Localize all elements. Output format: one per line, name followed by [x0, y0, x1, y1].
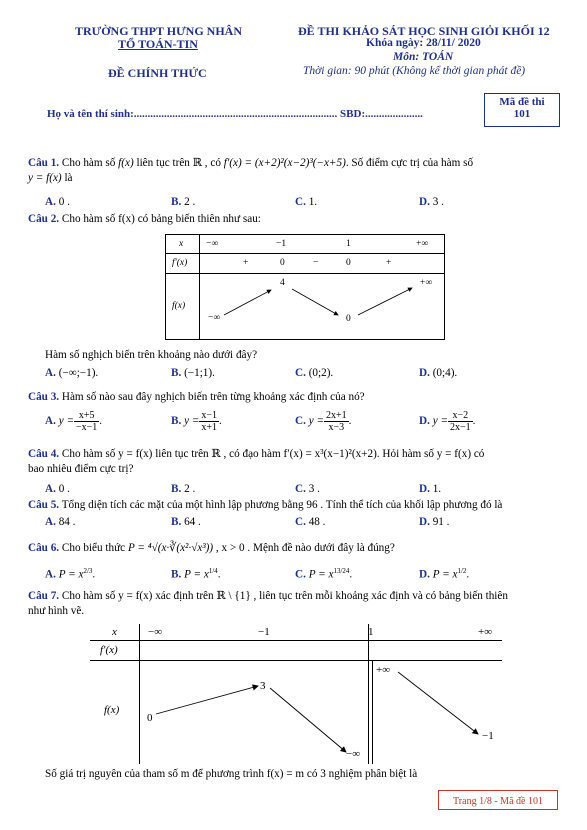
option-text: 84 .: [58, 516, 76, 528]
option-a[interactable]: A. y = $\frac{x+5}{-x-1}$ .: [45, 410, 103, 433]
options-q3: [45, 410, 565, 442]
exam-date: Khóa ngày: 28/11/ 2020: [366, 37, 481, 49]
option-b[interactable]: B. y = $\frac{x-1}{x+1}$ .: [171, 410, 222, 433]
option-key: B.: [171, 568, 182, 581]
option-c[interactable]: C. $P = x^{13/24}$.: [295, 567, 353, 581]
option-c[interactable]: [295, 196, 317, 208]
option-text: 2 .: [184, 196, 196, 208]
option-key: A.: [45, 196, 56, 208]
exam-code-label: Mã đề thi: [499, 96, 545, 108]
question-text: Cho biểu thức: [61, 542, 126, 554]
question-2-prompt: [45, 348, 580, 363]
option-key: C.: [295, 516, 306, 528]
option-text: (−∞;−1).: [58, 367, 99, 379]
fraction-prefix: y =: [432, 415, 448, 428]
options-q6: [45, 567, 565, 583]
question-text: bao nhiêu điểm cực trị?: [28, 463, 134, 475]
option-text: 1.: [432, 483, 442, 495]
option-b[interactable]: [171, 483, 195, 495]
row-label-x: x: [112, 626, 117, 638]
option-d[interactable]: D. y = $\frac{x-2}{2x-1}$ .: [419, 410, 476, 433]
question-7-prompt: [45, 767, 580, 782]
question-3: [28, 390, 563, 405]
option-text: 64 .: [184, 516, 201, 528]
option-text: (0;4).: [432, 367, 458, 379]
exam-time: Thời gian: 90 phút (Không kể thời gian phát đề): [303, 65, 526, 77]
option-a[interactable]: [45, 516, 75, 528]
variation-arrows: [166, 235, 444, 339]
option-c[interactable]: C. y = $\frac{2x+1}{x-3}$ .: [295, 410, 352, 433]
option-key: C.: [295, 367, 306, 379]
official-label: ĐỀ CHÍNH THỨC: [108, 66, 207, 80]
option-a[interactable]: [45, 196, 70, 208]
option-d[interactable]: D. $P = x^{1/2}$.: [419, 567, 470, 581]
f-value: −∞: [208, 313, 221, 323]
question-text: . Số điểm cực trị của hàm số: [345, 157, 474, 169]
power-base: P = x: [308, 568, 334, 581]
sign-value: 0: [280, 258, 285, 268]
power-exponent: 2/3: [83, 567, 93, 575]
question-text: như hình vẽ.: [28, 605, 85, 617]
fraction-denominator: −x−1: [76, 422, 98, 433]
question-text: liên tục trên ℝ , có: [136, 157, 221, 169]
f-value: +∞: [376, 664, 391, 676]
math-expression: P = ⁴√(x·∛(x²·√x³)): [127, 542, 214, 554]
option-key: C.: [295, 415, 306, 428]
x-value: −1: [276, 239, 287, 249]
row-label-fprime: f′(x): [100, 644, 118, 656]
option-d[interactable]: [419, 196, 444, 208]
option-key: C.: [295, 483, 306, 495]
option-key: B.: [171, 367, 182, 379]
x-value: +∞: [478, 626, 493, 638]
page-footer: [438, 790, 558, 810]
option-key: A.: [45, 483, 56, 495]
question-label: Câu 6.: [28, 542, 60, 554]
question-label: Câu 3.: [28, 391, 60, 403]
row-label-f: f(x): [172, 301, 186, 311]
option-key: D.: [419, 196, 430, 208]
question-label: Câu 1.: [28, 157, 60, 169]
x-value: −∞: [206, 239, 219, 249]
x-value: −∞: [148, 626, 163, 638]
fraction-numerator: x+5: [74, 410, 99, 422]
page-footer-text: Trang 1/8 - Mã đề 101: [453, 796, 543, 807]
power-base: P = x: [432, 568, 458, 581]
row-label-fprime: f′(x): [172, 258, 188, 268]
option-text: 91 .: [432, 516, 450, 528]
power-base: P = x: [58, 568, 84, 581]
fraction-prefix: y =: [184, 415, 200, 428]
option-text: 0 .: [58, 483, 70, 495]
option-key: A.: [45, 367, 56, 379]
math-fx: f(x): [118, 157, 134, 169]
fraction-prefix: y =: [58, 415, 74, 428]
question-label: Câu 5.: [28, 499, 60, 511]
variation-table-q2: [165, 234, 445, 340]
question-text: Cho hàm số f(x) có bảng biến thiên như sau:: [61, 213, 261, 225]
variation-table-q7: [90, 624, 502, 764]
question-text: , x > 0 . Mệnh đề nào dưới đây là đúng?: [215, 542, 395, 554]
option-key: D.: [419, 415, 430, 428]
question-text: Cho hàm số: [61, 157, 116, 169]
sign-value: +: [243, 258, 249, 268]
option-text: 1.: [308, 196, 318, 208]
fraction-denominator: 2x−1: [450, 422, 471, 433]
option-key: D.: [419, 568, 430, 581]
option-text: 48 .: [308, 516, 326, 528]
option-text: (−1;1).: [184, 367, 215, 379]
variation-arrows: [90, 624, 502, 764]
question-4: [28, 447, 563, 477]
power-exponent: 1/4: [208, 567, 218, 575]
option-c[interactable]: [295, 483, 320, 495]
x-value: +∞: [416, 239, 429, 249]
options-q4: [45, 483, 565, 499]
option-key: C.: [295, 196, 306, 208]
question-7: [28, 589, 563, 619]
department-name: TỔ TOÁN-TIN: [118, 37, 198, 51]
option-b[interactable]: [171, 367, 215, 379]
f-value: 0: [346, 314, 351, 324]
f-value: −1: [482, 730, 494, 742]
question-2: [28, 212, 563, 227]
option-a[interactable]: [45, 367, 98, 379]
fraction-denominator: x+1: [201, 422, 218, 433]
option-text: 0 .: [58, 196, 70, 208]
sign-value: 0: [346, 258, 351, 268]
sign-value: +: [386, 258, 392, 268]
option-key: D.: [419, 367, 430, 379]
question-text: Cho hàm số y = f(x) liên tục trên ℝ , có đạo hàm f′(x) = x³(x−1)²(x+2). Hỏi hàm số y = f(x) có: [61, 448, 485, 460]
option-d[interactable]: [419, 483, 441, 495]
option-key: B.: [171, 196, 182, 208]
exam-code-value: 101: [513, 108, 531, 120]
options-q5: [45, 516, 565, 532]
options-q1: [45, 196, 565, 212]
option-d[interactable]: [419, 367, 457, 379]
option-key: C.: [295, 568, 306, 581]
question-text: Hàm số nghịch biến trên khoảng nào dưới đây?: [45, 349, 258, 361]
f-value: +∞: [420, 278, 433, 288]
f-value: 0: [147, 712, 153, 724]
option-key: D.: [419, 516, 430, 528]
row-label-x: x: [179, 239, 184, 249]
question-text: Hàm số nào sau đây nghịch biến trên từng khoảng xác định của nó?: [61, 391, 365, 403]
f-value: −∞: [346, 748, 361, 760]
question-text: Cho hàm số y = f(x) xác định trên ℝ \ {1} , liên tục trên mỗi khoảng xác định và có bảng biến thiên: [61, 590, 508, 602]
f-value: 3: [260, 680, 266, 692]
x-value: −1: [258, 626, 270, 638]
option-key: B.: [171, 483, 182, 495]
option-c[interactable]: [295, 516, 325, 528]
option-key: B.: [171, 415, 182, 428]
power-base: P = x: [184, 568, 209, 581]
question-text: Số giá trị nguyên của tham số m để phương trình f(x) = m có 3 nghiệm phân biệt là: [45, 768, 418, 780]
question-label: Câu 4.: [28, 448, 60, 460]
option-key: B.: [171, 516, 182, 528]
math-derivative: f′(x) = (x+2)²(x−2)³(−x+5): [223, 157, 346, 169]
fraction-prefix: y =: [308, 415, 324, 428]
sign-value: −: [313, 258, 319, 268]
option-key: A.: [45, 568, 56, 581]
options-q2: [45, 367, 565, 383]
exam-subject: Môn: TOÁN: [393, 51, 454, 63]
row-label-f: f(x): [104, 704, 120, 716]
option-b[interactable]: [171, 196, 195, 208]
option-key: A.: [45, 415, 56, 428]
fraction-numerator: 2x+1: [326, 410, 347, 421]
option-text: 3 .: [308, 483, 320, 495]
exam-title: ĐỀ THI KHẢO SÁT HỌC SINH GIỎI KHỐI 12: [298, 24, 550, 38]
question-6: [28, 541, 563, 556]
option-d[interactable]: [419, 516, 449, 528]
question-5: [28, 498, 563, 513]
option-text: 2 .: [184, 483, 196, 495]
option-b[interactable]: B. $P = x^{1/4}$.: [171, 567, 221, 581]
option-text: (0;2).: [308, 367, 334, 379]
fraction-numerator: x−2: [448, 410, 473, 422]
option-text: 3 .: [432, 196, 444, 208]
x-value: 1: [368, 626, 374, 638]
power-exponent: 13/24: [333, 567, 350, 575]
school-name: TRƯỜNG THPT HƯNG NHÂN: [75, 24, 243, 38]
question-label: Câu 2.: [28, 213, 60, 225]
option-key: D.: [419, 483, 430, 495]
question-label: Câu 7.: [28, 590, 60, 602]
option-b[interactable]: [171, 516, 201, 528]
option-a[interactable]: A. $P = x^{2/3}$.: [45, 567, 96, 581]
f-value: 4: [280, 278, 285, 288]
option-a[interactable]: [45, 483, 70, 495]
option-c[interactable]: [295, 367, 333, 379]
exam-code-box: [484, 93, 560, 127]
option-key: A.: [45, 516, 56, 528]
question-text: là: [64, 172, 73, 184]
question-1: [28, 156, 563, 186]
student-info-line: Họ và tên thí sinh:.......................................................................... SBD:.....................: [47, 108, 423, 120]
x-value: 1: [346, 239, 351, 249]
fraction-numerator: x−1: [201, 410, 218, 421]
fraction-denominator: x−3: [328, 422, 345, 433]
math-yfx: y = f(x): [28, 172, 62, 184]
power-exponent: 1/2: [457, 567, 467, 575]
question-text: Tổng diện tích các mặt của một hình lập phương bằng 96 . Tính thể tích của khối lập phương đó là: [61, 499, 503, 511]
